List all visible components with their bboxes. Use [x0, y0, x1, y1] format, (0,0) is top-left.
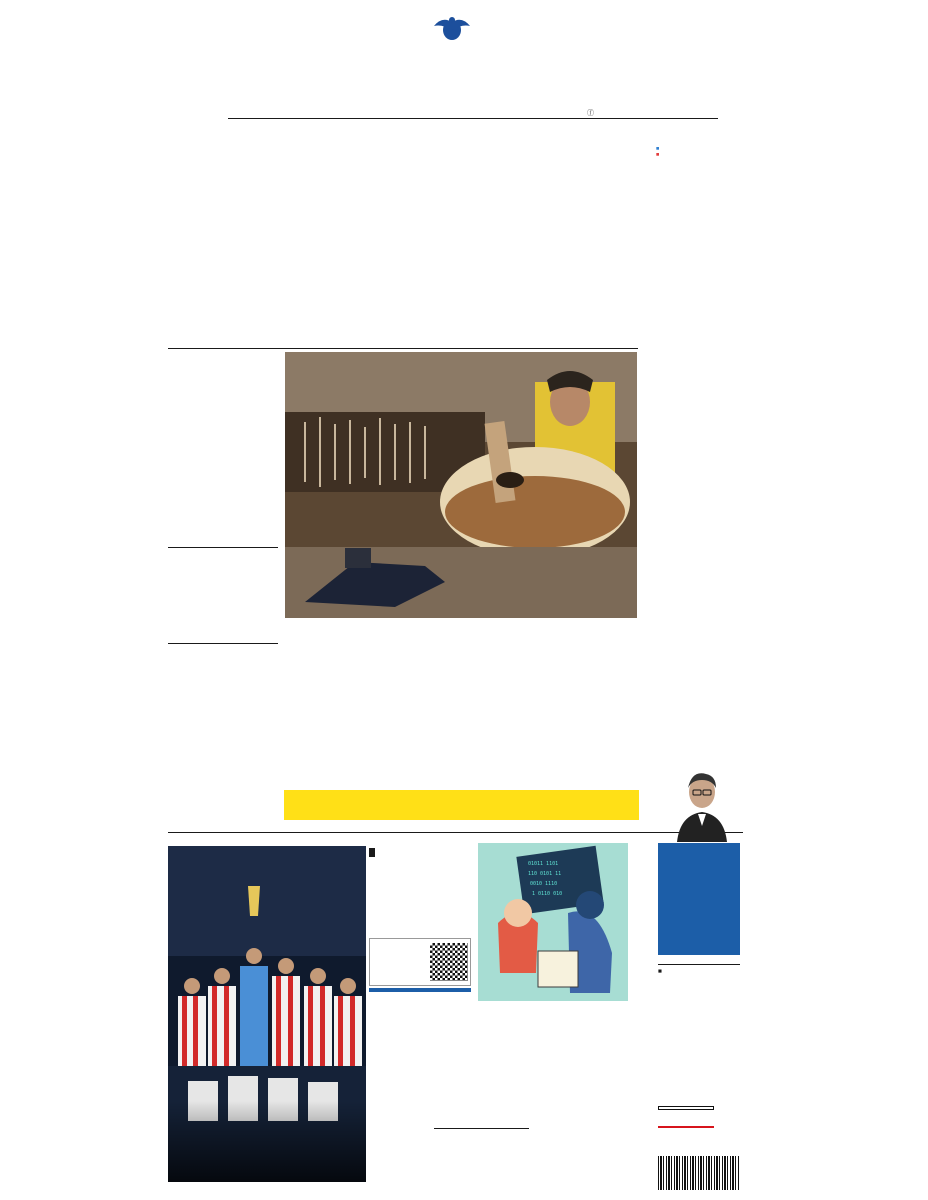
- legend-fresca: ■: [656, 146, 660, 152]
- gaceta-url[interactable]: [369, 988, 471, 992]
- barcode-icon: [658, 1156, 740, 1190]
- cubanos-col2: [536, 1022, 638, 1188]
- facebook-icon: ⓕ: [587, 110, 594, 117]
- roma-article: [168, 648, 280, 656]
- svg-text:0010 1110: 0010 1110: [530, 881, 558, 887]
- columnist-portrait: [672, 760, 732, 842]
- education-illustration: [478, 843, 628, 1001]
- dollar-value: [658, 1106, 714, 1110]
- svg-text:01011 1101: 01011 1101: [528, 861, 559, 867]
- guitar-photo-illustration: [285, 352, 637, 618]
- columnist-box[interactable]: [658, 843, 740, 955]
- stat-homicidios: [222, 552, 278, 554]
- stat-militares: [168, 552, 223, 554]
- leche-article: [656, 342, 744, 353]
- divider: [168, 348, 638, 349]
- qr-box[interactable]: [369, 938, 471, 986]
- divider: [168, 643, 278, 644]
- divider: [168, 832, 743, 833]
- education-article: [369, 856, 471, 862]
- qr-code-icon: [430, 943, 468, 981]
- opinion-section: ■: [658, 968, 662, 975]
- paracho-col1: [285, 660, 397, 663]
- lead-article: [168, 354, 278, 360]
- masthead: [0, 0, 928, 140]
- svg-text:110 0101 11: 110 0101 11: [528, 871, 562, 877]
- chivas-photo[interactable]: [168, 846, 366, 1182]
- divider: [434, 1128, 529, 1129]
- yellow-headline-bar[interactable]: [284, 790, 639, 820]
- social-handles: [587, 108, 594, 118]
- student-tablet-illustration: [478, 843, 628, 1001]
- milk-chart: [656, 146, 746, 336]
- legend-polvo: ■: [656, 152, 660, 158]
- dollar-box: [658, 1106, 740, 1192]
- cubanos-col1: [434, 1132, 529, 1135]
- opinion-index: [658, 962, 740, 975]
- eagle-emblem-icon: [432, 14, 472, 44]
- masthead-rule: [228, 118, 718, 119]
- cubanos-article: [379, 1022, 527, 1028]
- divider: [168, 547, 278, 548]
- line-chart: [656, 176, 746, 326]
- dollar-label: [658, 1126, 714, 1128]
- guitar-maker-photo[interactable]: [285, 352, 637, 618]
- svg-text:1 0110 010: 1 0110 010: [532, 891, 563, 897]
